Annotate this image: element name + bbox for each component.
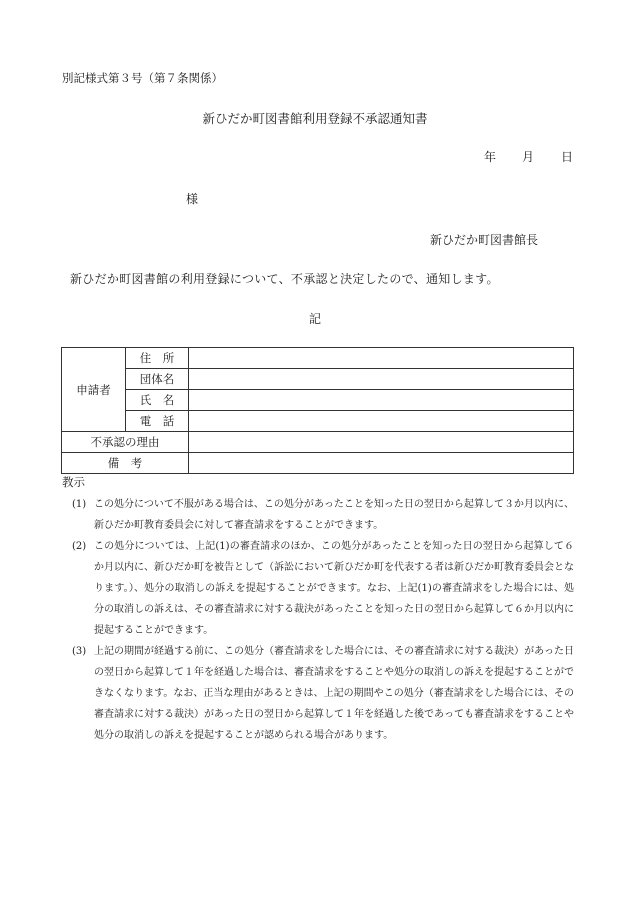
notice-body: 新ひだか町図書館の利用登録について、不承認と決定したので、通知します。 (70, 272, 499, 286)
address-label: 住 所 (126, 348, 189, 369)
kyoji-note-3-number: (3) (72, 646, 87, 657)
remarks-label: 備 考 (62, 453, 189, 474)
document-title: 新ひだか町図書館利用登録不承認通知書 (202, 111, 428, 126)
ki-heading: 記 (308, 312, 321, 326)
sender-name: 新ひだか町図書館長 (430, 233, 539, 247)
name-label: 氏 名 (126, 390, 189, 411)
kyoji-notes (72, 494, 574, 746)
kyoji-label: 教示 (62, 475, 85, 489)
applicant-header: 申請者 (62, 348, 126, 432)
organization-value-cell (189, 369, 574, 390)
date-year-label: 年 (484, 150, 497, 164)
kyoji-note-1 (72, 494, 574, 536)
rejection-reason-label: 不承認の理由 (62, 432, 189, 453)
kyoji-note-2-number: (2) (72, 541, 87, 552)
kyoji-note-3-text: 上記の期間が経過する前に、この処分（審査請求をした場合には、その審査請求に対する裁決）があった日の翌日から起算して１年を経過した場合は、審査請求をすることや処分の取消しの訴えを提起することができなくなります。なお、正当な理由があるときは、上記の期間やこの処分（審査請求をした場合には、その審査請求に対する裁決）があった日の翌日から起算して１年を経過した後であっても審査請求をすることや処分の取消しの訴えを提起することが認められる場合があります。 (94, 646, 574, 741)
organization-label: 団体名 (126, 369, 189, 390)
remarks-value-cell (189, 453, 574, 474)
kyoji-note-2-text: この処分については、上記(1)の審査請求のほか、この処分があったことを知った日の翌日から起算して６か月以内に、新ひだか町を被告として（訴訟において新ひだか町を代表する者は新ひだか町教育委員会となります。）、処分の取消しの訴えを提起することができます。なお、上記(1)の審査請求をした場合には、処分の取消しの訴えは、その審査請求に対する裁決があったことを知った日の翌日から起算して６か月以内に提起することができます。 (94, 541, 574, 636)
date-day-label: 日 (561, 150, 574, 164)
form-label: 別記様式第３号（第７条関係） (62, 71, 223, 85)
date-month-label: 月 (522, 150, 535, 164)
kyoji-note-3 (72, 641, 574, 746)
phone-value-cell (189, 411, 574, 432)
kyoji-note-2 (72, 536, 574, 641)
kyoji-note-1-number: (1) (72, 499, 87, 510)
kyoji-note-1-text: この処分について不服がある場合は、この処分があったことを知った日の翌日から起算して３か月以内に、新ひだか町教育委員会に対して審査請求をすることができます。 (94, 499, 574, 531)
addressee-suffix: 様 (186, 192, 199, 206)
rejection-reason-value-cell (189, 432, 574, 453)
address-value-cell (189, 348, 574, 369)
name-value-cell (189, 390, 574, 411)
applicant-info-table (61, 347, 574, 474)
phone-label: 電 話 (126, 411, 189, 432)
